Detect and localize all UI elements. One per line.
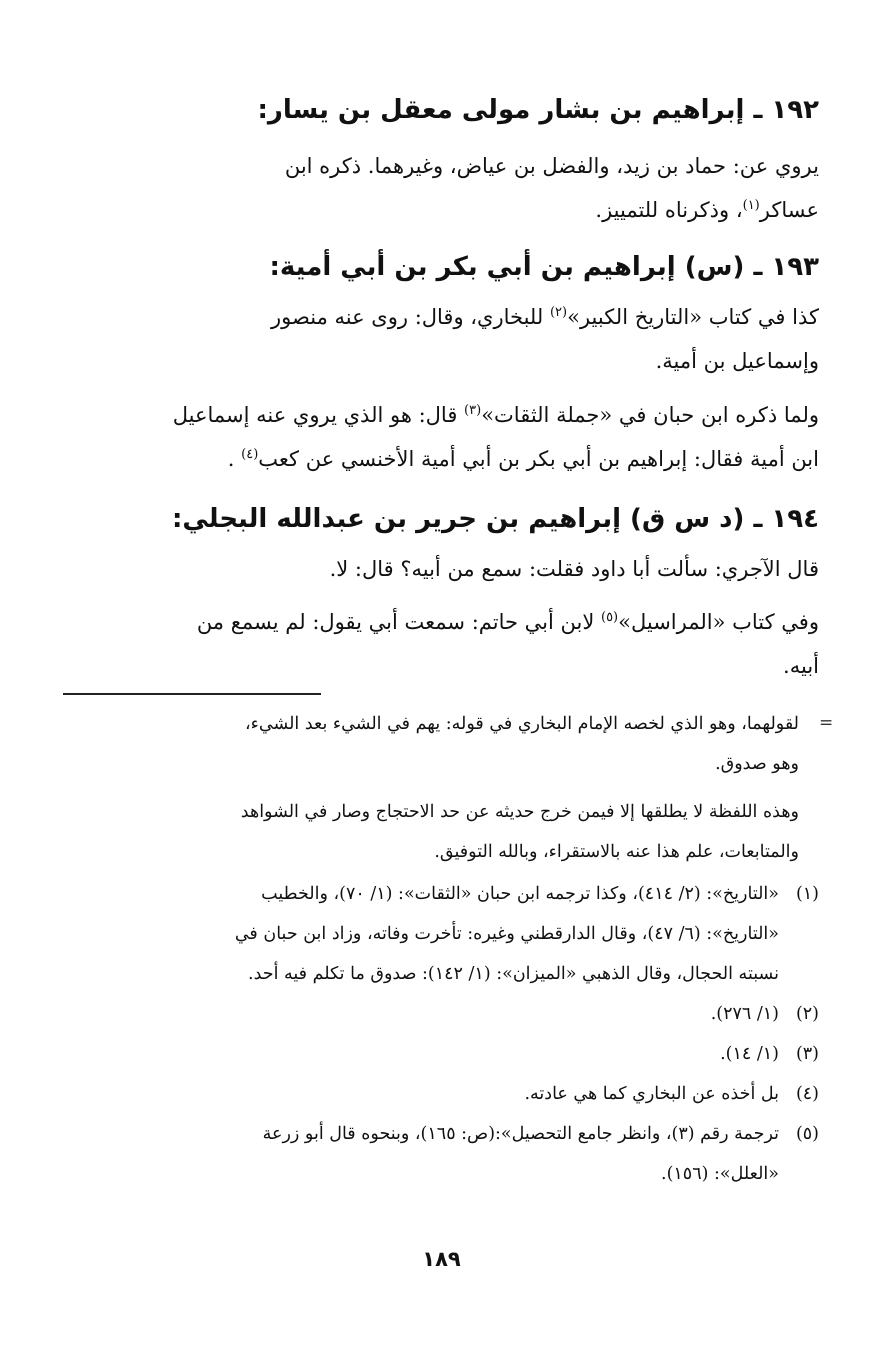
- entry-heading-192: ١٩٢ ـ إبراهيم بن بشار مولى معقل بن يسار:: [257, 95, 819, 125]
- footnote-3: [123, 1034, 819, 1074]
- continuation-mark: =: [819, 713, 834, 733]
- entry-194-p2-line-2: أبيه.: [783, 654, 819, 678]
- footnote-separator: [63, 693, 321, 695]
- footnote-4: [123, 1074, 819, 1114]
- footnote-ref-4[interactable]: (٤): [241, 447, 259, 462]
- footnote-text: [123, 1034, 779, 1074]
- entry-194-paragraph-1: قال الآجري: سألت أبا داود فقلت: سمع من أبيه؟ قال: لا.: [329, 557, 819, 581]
- entry-193-p1-line-1: [123, 295, 819, 339]
- text-run: .: [227, 447, 242, 471]
- footnote-number: (٥): [795, 1124, 819, 1144]
- footnote-1: [123, 874, 819, 994]
- entry-193-p1-line-2: وإسماعيل بن أمية.: [655, 349, 819, 373]
- footnote-line: نسبته الحجال، وقال الذهبي «الميزان»: (١/ ١٤٢): صدوق ما تكلم فيه أحد.: [248, 964, 779, 984]
- text-run: ولما ذكره ابن حبان في «جملة الثقات»: [481, 403, 819, 427]
- text-run: لابن أبي حاتم: سمعت أبي يقول: لم يسمع من: [196, 610, 601, 634]
- footnote-line: «العلل»: (١٥٦).: [661, 1164, 779, 1184]
- entry-193-paragraph-2: [123, 393, 819, 481]
- footnote-number: (٤): [795, 1084, 819, 1104]
- footnote-continuation-line: وهذه اللفظة لا يطلقها إلا فيمن خرج حديثه عن حد الاحتجاج وصار في الشواهد: [240, 802, 799, 822]
- text-run: وفي كتاب «المراسيل»: [618, 610, 819, 634]
- entry-heading-193: ١٩٣ ـ (س) إبراهيم بن أبي بكر بن أبي أمية:: [269, 252, 819, 282]
- footnote-ref-1[interactable]: (١): [742, 198, 760, 213]
- entry-heading-194: ١٩٤ ـ (د س ق) إبراهيم بن جرير بن عبدالله البجلي:: [172, 504, 819, 534]
- text-run: قال: هو الذي يروي عنه إسماعيل: [172, 403, 465, 427]
- footnote-text: [123, 1114, 779, 1194]
- footnote-5: [123, 1114, 819, 1194]
- footnote-line: «التاريخ»: (٦/ ٤٧)، وقال الدارقطني وغيره: تأخرت وفاته، وزاد ابن حبان في: [234, 924, 779, 944]
- entry-192-paragraph: [123, 144, 819, 232]
- footnote-text: [123, 1074, 779, 1114]
- text-run: للبخاري، وقال: روى عنه منصور: [271, 305, 550, 329]
- entry-193-p2-line-2: [123, 437, 819, 481]
- footnote-line: (١/ ٢٧٦).: [710, 1004, 779, 1024]
- footnote-text: [123, 994, 779, 1034]
- text-run: ابن أمية فقال: إبراهيم بن أبي بكر بن أبي أمية الأخنسي عن كعب: [258, 447, 819, 471]
- footnote-continuation: [123, 704, 799, 872]
- footnote-continuation-line: لقولهما، وهو الذي لخصه الإمام البخاري في قوله: يهم في الشيء بعد الشيء،: [245, 714, 799, 734]
- entry-194-p2-line-1: [123, 600, 819, 644]
- entry-192-line-2: [123, 188, 819, 232]
- footnote-line: (١/ ١٤).: [720, 1044, 779, 1064]
- entry-194-paragraph-2: [123, 600, 819, 688]
- text-run: كذا في كتاب «التاريخ الكبير»: [567, 305, 819, 329]
- footnote-number: (٢): [795, 1004, 819, 1024]
- footnote-continuation-line: والمتابعات، علم هذا عنه بالاستقراء، وبالله التوفيق.: [434, 842, 799, 862]
- footnote-ref-2[interactable]: (٢): [549, 305, 568, 320]
- footnote-number: (١): [795, 884, 819, 904]
- footnote-line: «التاريخ»: (٢/ ٤١٤)، وكذا ترجمه ابن حبان «الثقات»: (١/ ٧٠)، والخطيب: [261, 884, 779, 904]
- footnote-line: بل أخذه عن البخاري كما هي عادته.: [524, 1084, 779, 1104]
- footnote-2: [123, 994, 819, 1034]
- footnote-text: [123, 874, 779, 994]
- footnote-ref-5[interactable]: (٥): [600, 610, 619, 625]
- entry-193-p2-line-1: [123, 393, 819, 437]
- entry-193-paragraph-1: [123, 295, 819, 383]
- footnote-line: ترجمة رقم (٣)، وانظر جامع التحصيل»:(ص: ١٦٥)، وبنحوه قال أبو زرعة: [262, 1124, 779, 1144]
- text-run: ، وذكرناه للتمييز.: [595, 198, 743, 222]
- entry-192-line-1: يروي عن: حماد بن زيد، والفضل بن عياض، وغيرهما. ذكره ابن: [284, 154, 819, 178]
- footnote-ref-3[interactable]: (٣): [464, 403, 482, 418]
- text-run: عساكر: [759, 198, 819, 222]
- footnote-number: (٣): [795, 1044, 819, 1064]
- footnote-list: [123, 874, 819, 1194]
- footnote-continuation-line: وهو صدوق.: [715, 754, 799, 774]
- page-number: ١٨٩: [422, 1247, 461, 1271]
